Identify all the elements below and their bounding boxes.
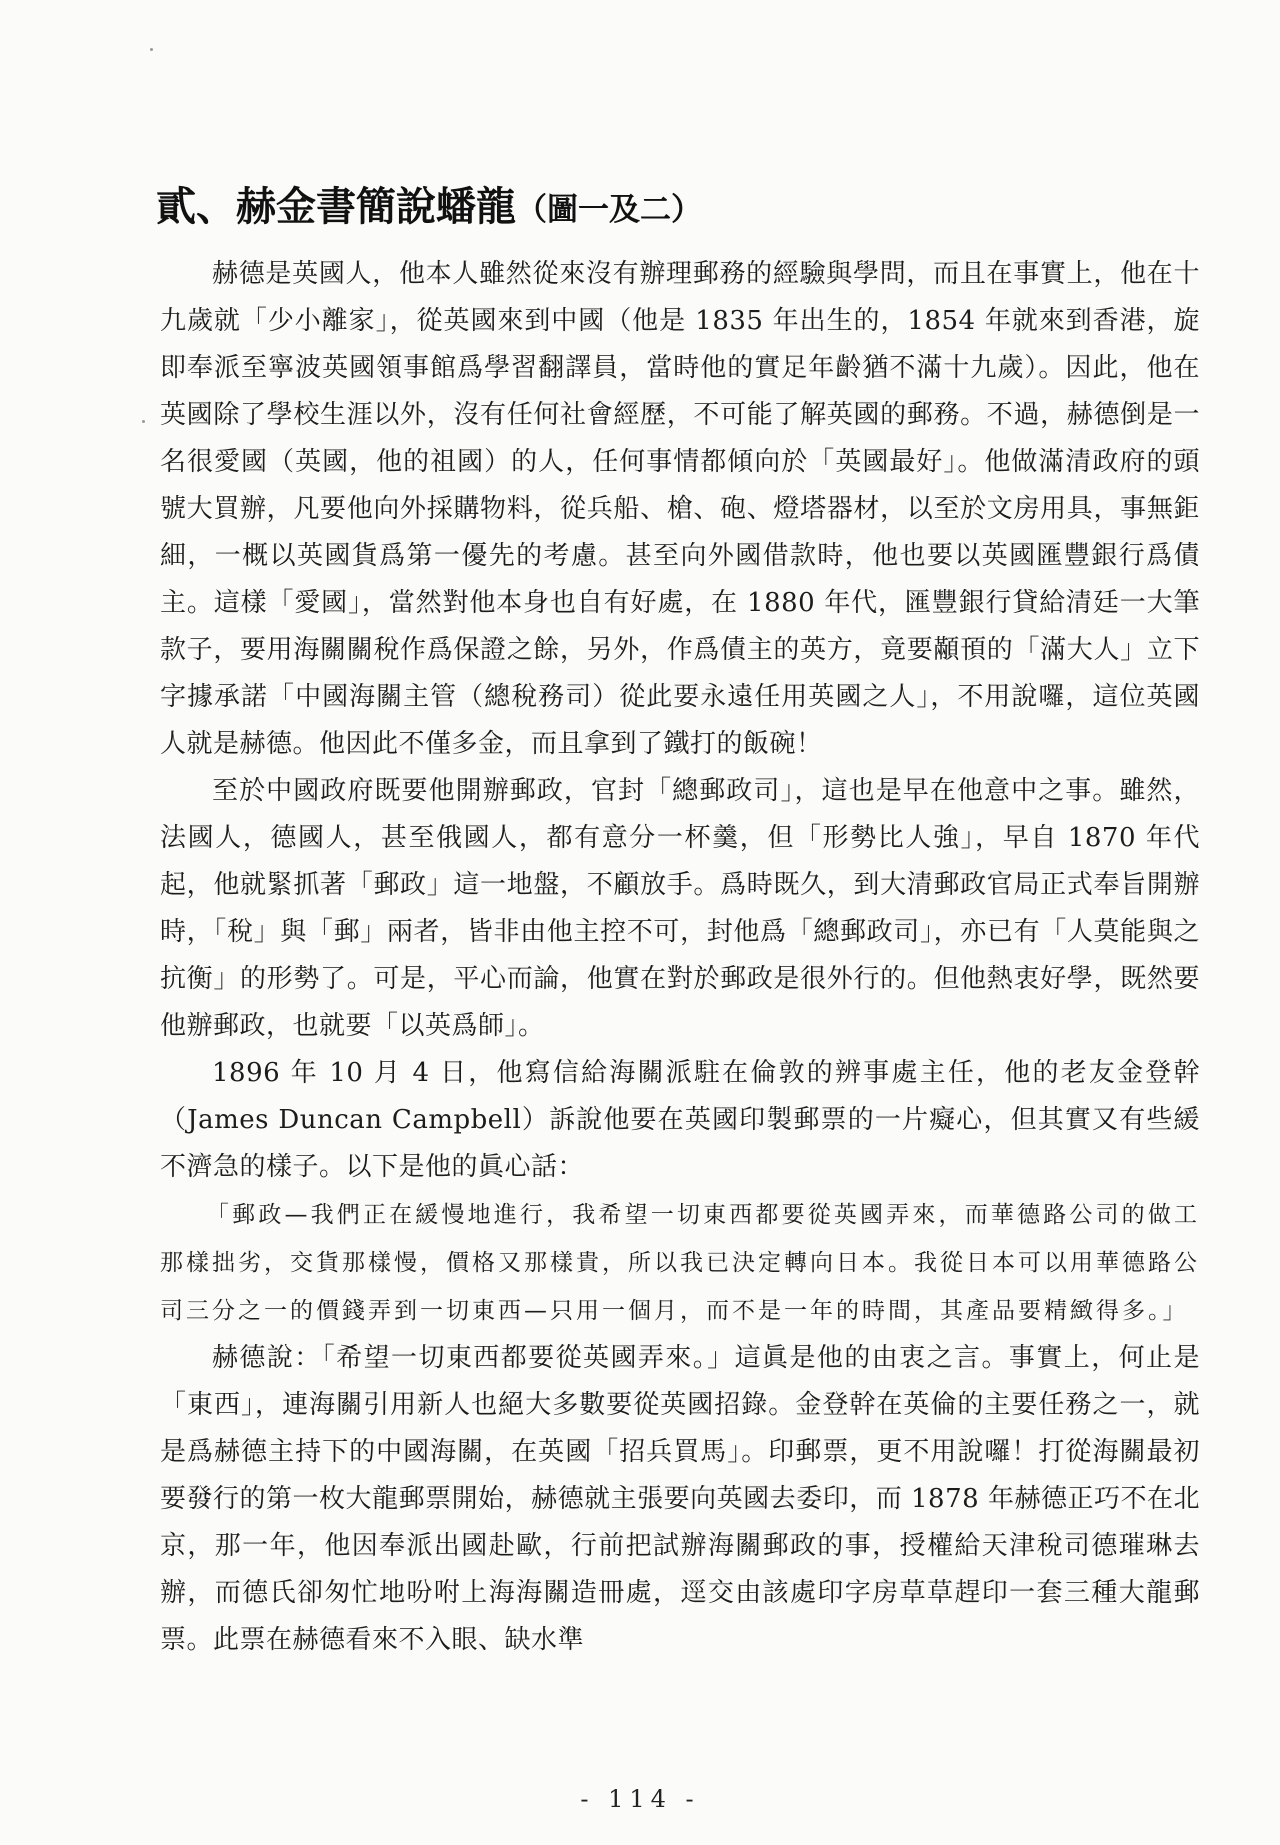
scan-speck xyxy=(150,48,153,51)
paragraph: 赫德說：「希望一切東西都要從英國弄來。」這眞是他的由衷之言。事實上，何止是「東西」，連海關引用新人也絕大多數要從英國招錄。金登幹在英倫的主要任務之一，就是爲赫德主持下的中國海關，在英國「招兵買馬」。印郵票，更不用說囉！打從海關最初要發行的第一枚大龍郵票開始，赫德就主張要向英國去委印，而 1878 年赫德正巧不在北京，那一年，他因奉派出國赴歐，行前把試辦海關郵政的事，授權給天津稅司德璀琳去辦，而德氏卻匆忙地吩咐上海海關造冊處，逕交由該處印字房草草趕印一套三種大龍郵票。此票在赫德看來不入眼、缺水準 xyxy=(160,1343,1200,1655)
scan-speck xyxy=(142,420,145,423)
paragraph: 至於中國政府既要他開辦郵政，官封「總郵政司」，這也是早在他意中之事。雖然，法國人，德國人，甚至俄國人，都有意分一杯羹，但「形勢比人強」，早自 1870 年代起，他就緊抓著「郵政」這一地盤，不顧放手。爲時既久，到大清郵政官局正式奉旨開辦時，「稅」與「郵」兩者，皆非由他主控不可，封他爲「總郵政司」，亦已有「人莫能與之抗衡」的形勢了。可是，平心而論，他實在對於郵政是很外行的。但他熱衷好學，既然要他辦郵政，也就要「以英爲師」。 xyxy=(160,776,1200,1041)
paragraph: 赫德是英國人，他本人雖然從來沒有辦理郵務的經驗與學問，而且在事實上，他在十九歲就「少小離家」，從英國來到中國（他是 1835 年出生的，1854 年就來到香港，旋即奉派至寧波英國領事館爲學習翻譯員，當時他的實足年齡猶不滿十九歲）。因此，他在英國除了學校生涯以外，沒有任何社會經歷，不可能了解英國的郵務。不過，赫德倒是一名很愛國（英國，他的祖國）的人，任何事情都傾向於「英國最好」。他做滿清政府的頭號大買辦，凡要他向外採購物料，從兵船、槍、砲、燈塔器材，以至於文房用具，事無鉅細，一概以英國貨爲第一優先的考慮。甚至向外國借款時，他也要以英國匯豐銀行爲債主。這樣「愛國」，當然對他本身也自有好處，在 1880 年代，匯豐銀行貸給清廷一大筆款子，要用海關關稅作爲保證之餘，另外，作爲債主的英方，竟要顢頇的「滿大人」立下字據承諾「中國海關主管（總稅務司）從此要永遠任用英國之人」，不用說囉，這位英國人就是赫德。他因此不僅多金，而且拿到了鐵打的飯碗！ xyxy=(160,259,1200,759)
section-title: 貳、赫金書簡說蟠龍 xyxy=(156,184,516,230)
figure-reference: （圖一及二） xyxy=(516,192,702,228)
body-text xyxy=(160,251,1200,1664)
page-number: - 114 - xyxy=(580,1785,700,1813)
letter-quote: 「郵政—我們正在緩慢地進行，我希望一切東西都要從英國弄來，而華德路公司的做工那樣拙劣，交貨那樣慢，價格又那樣貴，所以我已決定轉向日本。我從日本可以用華德路公司三分之一的價錢弄到一切東西—只用一個月，而不是一年的時間，其產品要精緻得多。」 xyxy=(160,1202,1200,1324)
section-heading xyxy=(156,180,1200,237)
paragraph: 1896 年 10 月 4 日，他寫信給海關派駐在倫敦的辨事處主任，他的老友金登幹（James Duncan Campbell）訴說他要在英國印製郵票的一片癡心，但其實又有些緩不濟急的樣子。以下是他的眞心話： xyxy=(160,1058,1200,1182)
document-page xyxy=(156,180,1200,1664)
